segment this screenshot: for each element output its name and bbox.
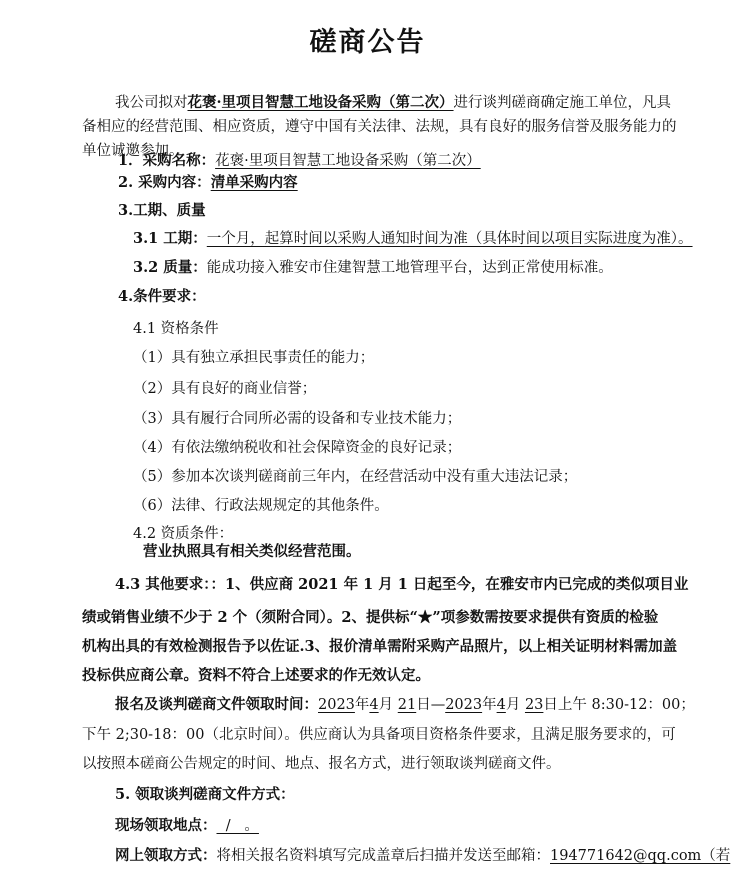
list-item: （3）具有履行合同所必需的设备和专业技术能力； [133,411,462,427]
text: 将相关报名资料填写完成盖章后扫描并发送至邮箱： [216,848,550,864]
value: 能成功接入雅安市住建智慧工地管理平台，达到正常使用标准。 [206,260,613,276]
duration [133,230,693,248]
value: 21 [397,697,417,713]
purchase-name [118,152,481,170]
value: 4 [496,697,506,713]
sub-heading: 4.2 资质条件： [133,526,234,542]
intro-line [115,94,671,112]
value: 23 [524,697,544,713]
value: 一个月，起算时间以采购人通知时间为准（具体时间以项目实际进度为准）。 [206,231,693,247]
label: 网上领取方式： [115,847,217,864]
text: 月 [505,697,521,713]
list-item: （4）有依法缴纳税收和社会保障资金的良好记录； [133,440,462,456]
intro-text: 我公司拟对 [115,95,188,111]
intro-line: 单位诚邀参加。 [82,143,184,159]
text: 日上午 8:30-12：00； [543,697,695,713]
other-req-line: 投标供应商公章。资料不符合上述要求的作无效认定。 [82,667,430,684]
online-method [115,847,730,865]
label: 现场领取地点： [115,817,217,834]
value: 2023 [318,697,355,713]
intro-line: 备相应的经营范围、相应资质，遵守中国有关法律、法规，具有良好的服务信誉及服务能力的 [82,119,677,135]
section-heading: 3.工期、质量 [118,202,206,219]
label: 3.2 质量： [133,259,207,276]
onsite-location [115,817,259,835]
other-req-line: 4.3 其他要求：：1、供应商 2021 年 1 月 1 日起至今，在雅安市内已完成的类似项目业 [115,576,689,593]
text: 日— [416,697,446,713]
list-item: （1）具有独立承担民事责任的能力； [133,350,375,366]
other-req-line: 机构出具的有效检测报告予以佐证.3、报价清单需附采购产品照片，以上相关证明材料需加盖 [82,638,678,655]
qualification-value: 营业执照具有相关类似经营范围。 [143,543,361,560]
section-heading: 4.条件要求： [118,288,206,305]
email-link[interactable]: 194771642@qq.com（若 [550,848,731,864]
value: / 。 [216,818,259,834]
registration-line: 下午 2;30-18：00（北京时间）。供应商认为具备项目资格条件要求，且满足服务要求的，可 [82,727,676,743]
list-item: （5）参加本次谈判磋商前三年内，在经营活动中没有重大违法记录； [133,469,578,485]
quality [133,259,613,277]
section-heading: 5. 领取谈判磋商文件方式： [115,786,295,803]
project-name: 花褒·里项目智慧工地设备采购（第二次） [187,94,454,111]
registration-line: 以按照本磋商公告规定的时间、地点、报名方式，进行领取谈判磋商文件。 [82,756,561,772]
text: 年 [354,697,370,713]
purchase-content [118,174,298,192]
text: 月 [378,697,394,713]
label: 报名及谈判磋商文件领取时间： [115,696,318,713]
value: 花褒·里项目智慧工地设备采购（第二次） [215,153,481,169]
intro-text: 进行谈判磋商确定施工单位，凡具 [453,95,672,111]
page-title: 磋商公告 [309,27,426,58]
list-item: （6）法律、行政法规规定的其他条件。 [133,498,389,514]
list-item: （2）具有良好的商业信誉； [133,381,317,397]
value: 2023 [445,697,483,713]
value: 清单采购内容 [210,174,298,191]
sub-heading: 4.1 资格条件 [133,321,219,337]
label: 1．采购名称： [118,152,216,169]
text: 年 [482,697,497,713]
label: 2. 采购内容： [118,174,211,191]
value: 4 [369,697,379,713]
label: 3.1 工期： [133,230,207,247]
registration-time [115,696,695,714]
other-req-line: 绩或销售业绩不少于 2 个（须附合同）。2、提供标“★”项参数需按要求提供有资质的检验 [82,609,659,626]
